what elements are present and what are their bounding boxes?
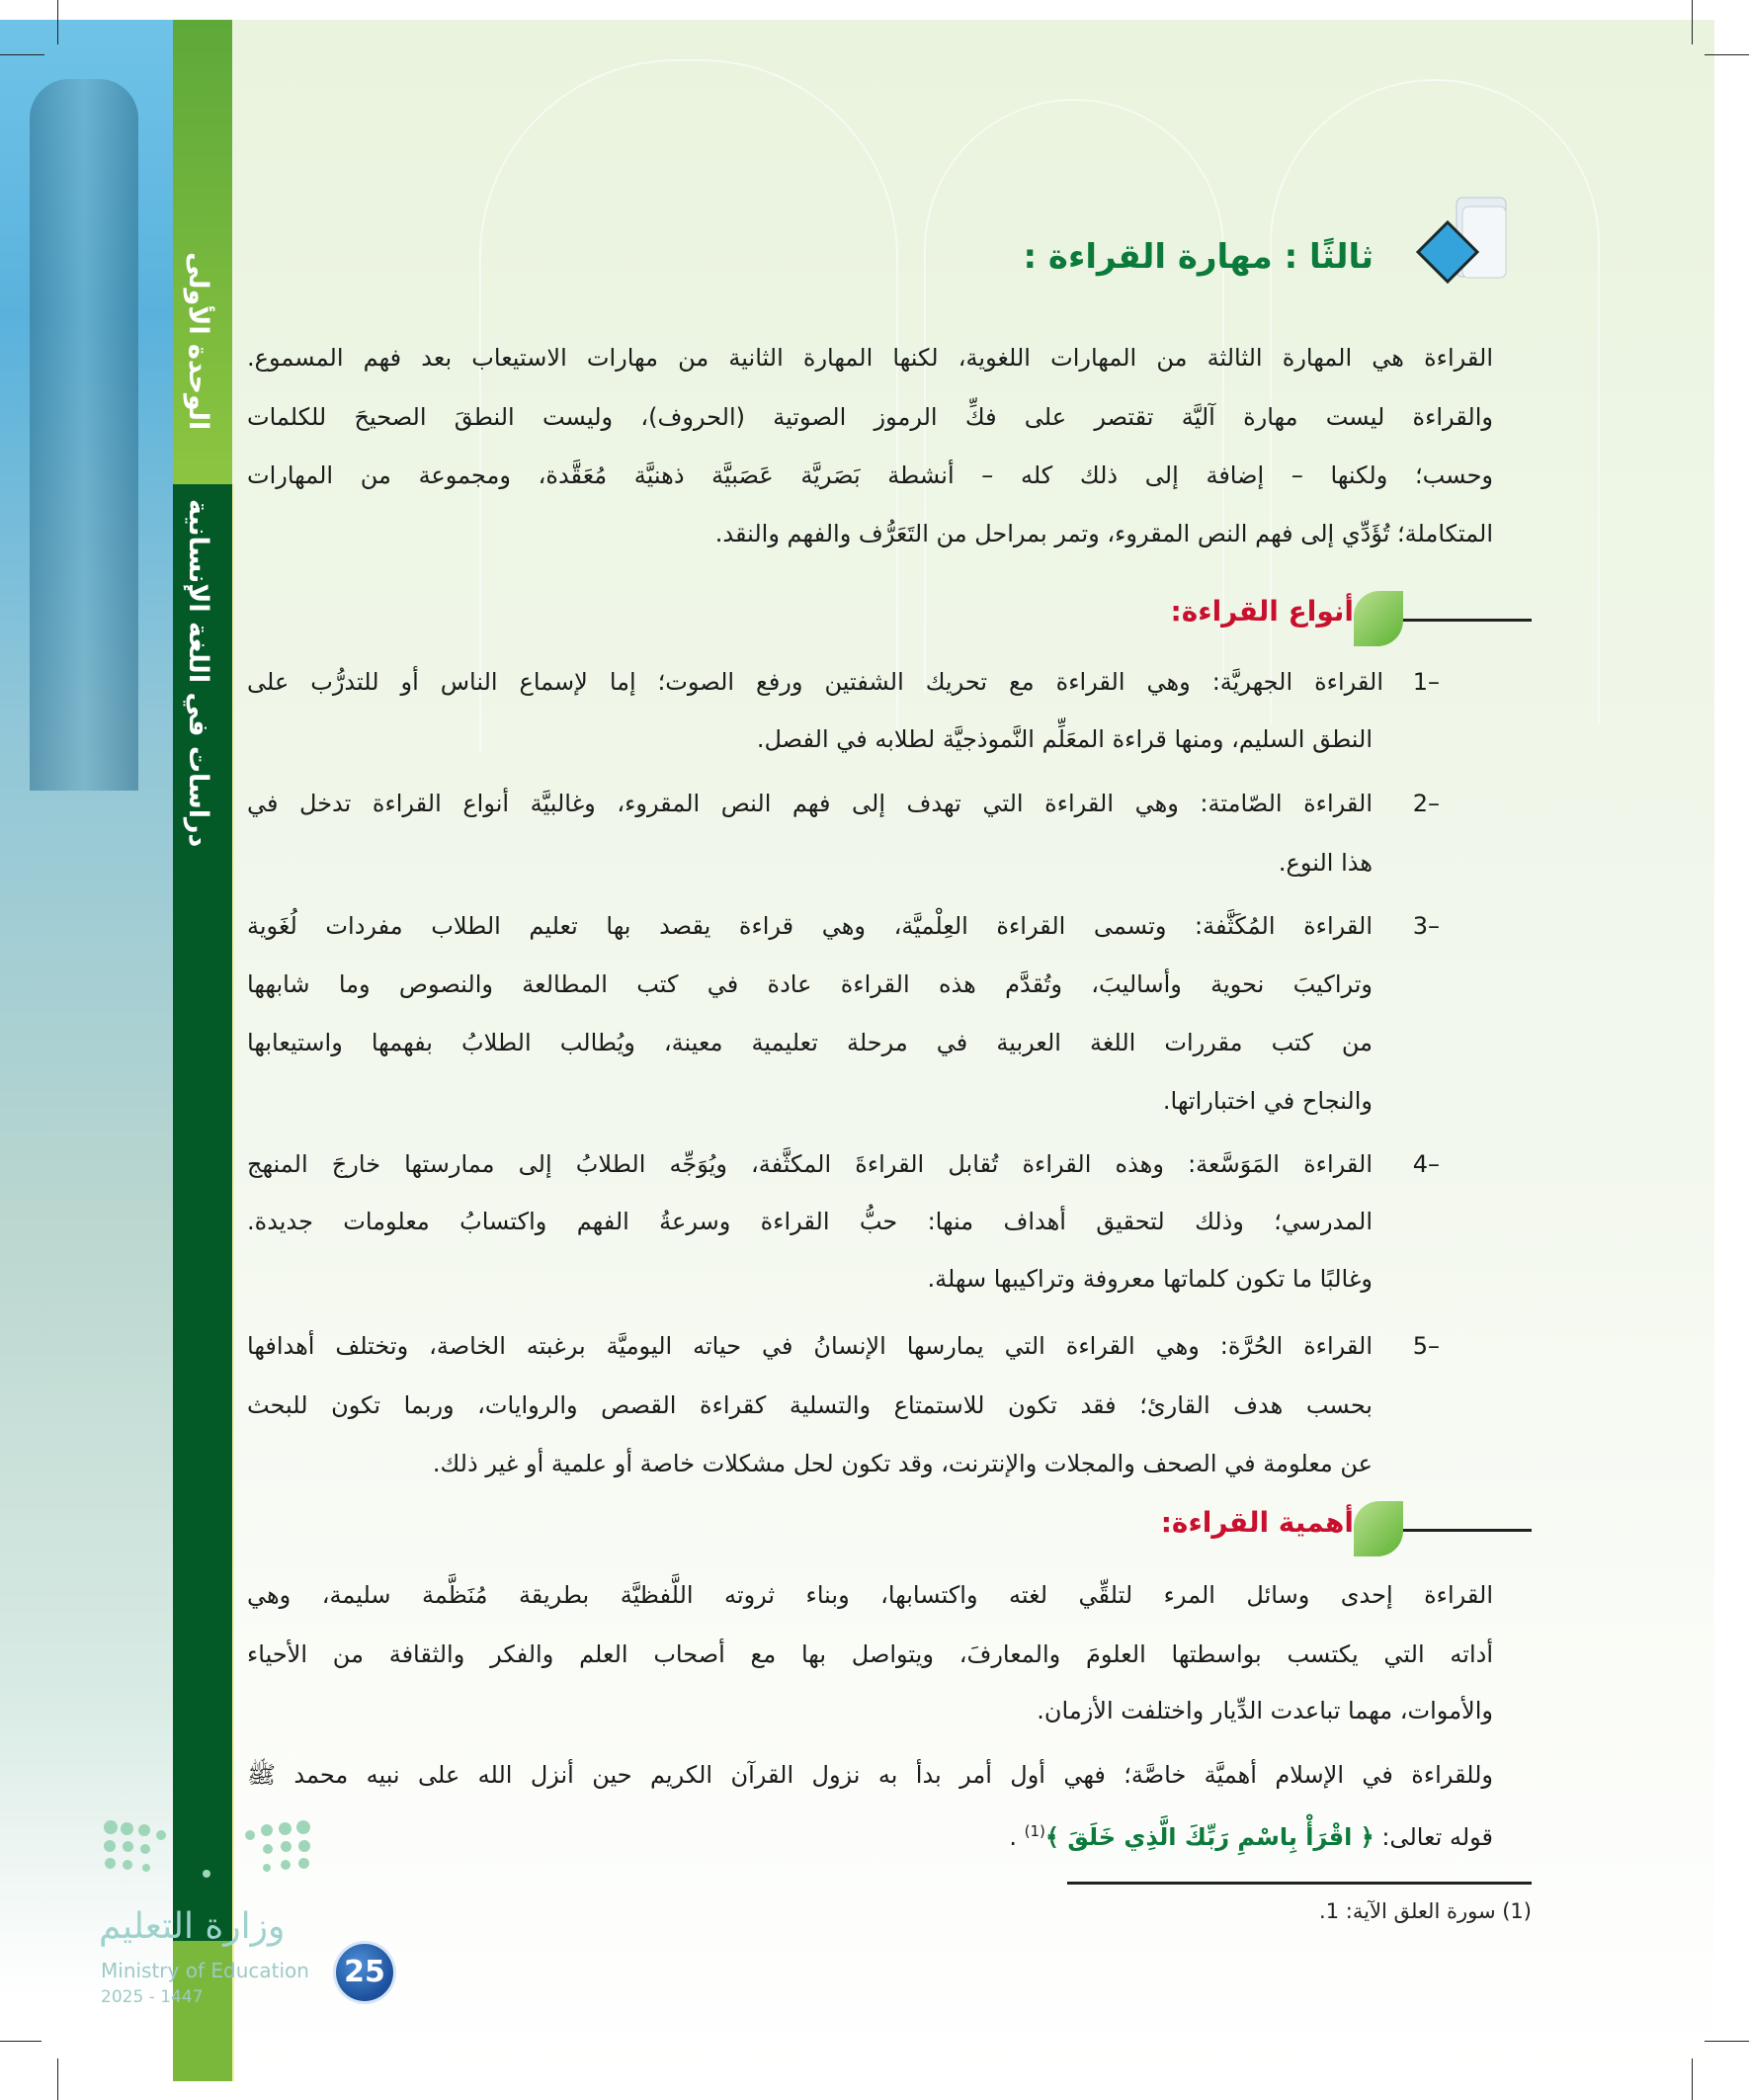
item-line: وغالبًا ما تكون كلماتها معروفة وتراكيبها سهلة. bbox=[927, 1265, 1373, 1293]
intro-line: المتكاملة؛ تُؤَدِّي إلى فهم النص المقروء، وتمر بمراحل من التَعَرُّف والفهم والنقد. bbox=[714, 520, 1493, 547]
item-line: بحسب هدف القارئ؛ فقد تكون للاستمتاع والتسلية كقراءة القصص والروايات، وربما تكون للبحث bbox=[247, 1391, 1373, 1419]
ministry-name-ar: وزارة التعليم bbox=[99, 1906, 286, 1947]
footnote: (1) سورة العلق الآية: 1. bbox=[1319, 1899, 1532, 1923]
intro-line: القراءة هي المهارة الثالثة من المهارات اللغوية، لكنها المهارة الثانية من مهارات الاستيعاب بعد فهم المسموع. bbox=[247, 344, 1493, 372]
importance-line: والأموات، مهما تباعدت الدِّيار واختلفت الأزمان. bbox=[1037, 1697, 1493, 1724]
minaret-photo bbox=[0, 20, 176, 1996]
item-line: القراءة المُكَثَّفة: وتسمى القراءة العِلْميَّة، وهي قراءة يقصد بها تعليم الطلاب مفردات لُغَوية bbox=[247, 912, 1373, 940]
heading-rule bbox=[1403, 619, 1532, 622]
ministry-logo-icon bbox=[99, 1818, 316, 1888]
leaf-icon bbox=[1354, 591, 1403, 646]
section-title: ثالثًا : مهارة القراءة : bbox=[1023, 237, 1374, 277]
crop-mark bbox=[57, 2058, 58, 2100]
importance-line: القراءة إحدى وسائل المرء لتلقِّي لغته واكتسابها، وبناء ثروته اللَّفظيَّة بطريقة مُنَظَّمة سليمة، وهي bbox=[247, 1581, 1493, 1609]
edition-year: 2025 - 1447 bbox=[101, 1987, 204, 2007]
item-line: القراءة الصّامتة: وهي القراءة التي تهدف إلى فهم النص المقروء، وغالبيَّة أنواع القراءة تدخل في bbox=[247, 790, 1373, 817]
item-line: والنجاح في اختباراتها. bbox=[1162, 1087, 1373, 1115]
quote-suffix: . bbox=[1009, 1823, 1025, 1851]
item-number: 1– bbox=[1412, 668, 1440, 696]
book-title: دراسات في اللغة الإنسانية bbox=[183, 499, 213, 848]
importance-heading: أهمية القراءة: bbox=[1160, 1506, 1354, 1539]
item-line: من كتب مقررات اللغة العربية في مرحلة تعليمية معينة، ويُطالب الطلابُ بفهمها واستيعابها bbox=[247, 1029, 1373, 1056]
item-number: 3– bbox=[1412, 912, 1440, 940]
crop-mark bbox=[1705, 2041, 1749, 2042]
intro-line: والقراءة ليست مهارة آليَّة تقتصر على فكِّ الرموز الصوتية (الحروف)، وليست النطقَ الصحيحَ للكلمات bbox=[247, 403, 1493, 431]
types-heading: أنواع القراءة: bbox=[1170, 595, 1354, 628]
item-line: عن معلومة في الصحف والمجلات والإنترنت، وقد تكون لحل مشكلات خاصة أو علمية أو غير ذلك. bbox=[432, 1450, 1373, 1477]
unit-label: الوحدة الأولى bbox=[183, 252, 213, 431]
quran-verse: ﴿ اقْرَأْ بِاسْمِ رَبِّكَ الَّذِي خَلَقَ ﴾ bbox=[1044, 1823, 1374, 1851]
footnote-rule bbox=[1067, 1882, 1532, 1885]
crop-mark bbox=[1692, 2058, 1693, 2100]
item-line: المدرسي؛ وذلك لتحقيق أهداف منها: حبُّ القراءة وسرعةُ الفهم واكتسابُ معلومات جديدة. bbox=[247, 1208, 1373, 1235]
quran-quote-line bbox=[247, 1814, 1493, 1854]
footnote-ref[interactable]: (1) bbox=[1024, 1822, 1045, 1840]
crop-mark bbox=[1692, 0, 1693, 44]
diamond-folder-icon bbox=[1415, 193, 1514, 292]
item-line: القراءة الجهريَّة: وهي القراءة مع تحريك الشفتين ورفع الصوت؛ إما لإسماع الناس أو للتدرُّب على bbox=[247, 668, 1383, 696]
importance-line: وللقراءة في الإسلام أهميَّة خاصَّة؛ فهي أول أمر بدأ به نزول القرآن الكريم حين أنزل الله على نبيه محمد ﷺ bbox=[247, 1761, 1493, 1789]
crop-mark bbox=[0, 54, 44, 55]
ministry-name-en: Ministry of Education bbox=[101, 1959, 309, 1982]
crop-mark bbox=[0, 2041, 42, 2042]
item-line: النطق السليم، ومنها قراءة المعَلِّم النَّموذجيَّة لطلابه في الفصل. bbox=[756, 725, 1373, 753]
item-line: القراءة الحُرَّة: وهي القراءة التي يمارسها الإنسانُ في حياته اليوميَّة برغبته الخاصة، وتختلف أهدافها bbox=[247, 1332, 1373, 1360]
item-number: 2– bbox=[1412, 790, 1440, 817]
item-number: 5– bbox=[1412, 1332, 1440, 1360]
item-line: هذا النوع. bbox=[1278, 849, 1373, 877]
leaf-icon bbox=[1354, 1501, 1403, 1556]
importance-line: أداته التي يكتسب بواسطتها العلومَ والمعارفَ، ويتواصل بها مع أصحاب العلم والفكر والثقافة من الأحياء bbox=[247, 1640, 1493, 1668]
crop-mark bbox=[57, 0, 58, 44]
intro-line: وحسب؛ ولكنها – إضافة إلى ذلك كله – أنشطة بَصَريَّة عَصَبيَّة ذهنيَّة مُعَقَّدة، ومجموعة من المهارات bbox=[247, 462, 1493, 489]
heading-rule bbox=[1403, 1529, 1532, 1532]
item-number: 4– bbox=[1412, 1150, 1440, 1178]
item-line: القراءة المَوَسَّعة: وهذه القراءة تُقابل القراءةَ المكثَّفة، ويُوَجِّه الطلابُ إلى ممارستها خارجَ المنهج bbox=[247, 1150, 1373, 1178]
page-number: 25 bbox=[336, 1944, 393, 2001]
quote-prefix: قوله تعالى: bbox=[1374, 1823, 1493, 1851]
crop-mark bbox=[1705, 54, 1749, 55]
item-line: وتراكيبَ نحوية وأساليبَ، وتُقدَّم هذه القراءة عادة في كتب المطالعة والنصوص وما شابهها bbox=[247, 970, 1373, 998]
